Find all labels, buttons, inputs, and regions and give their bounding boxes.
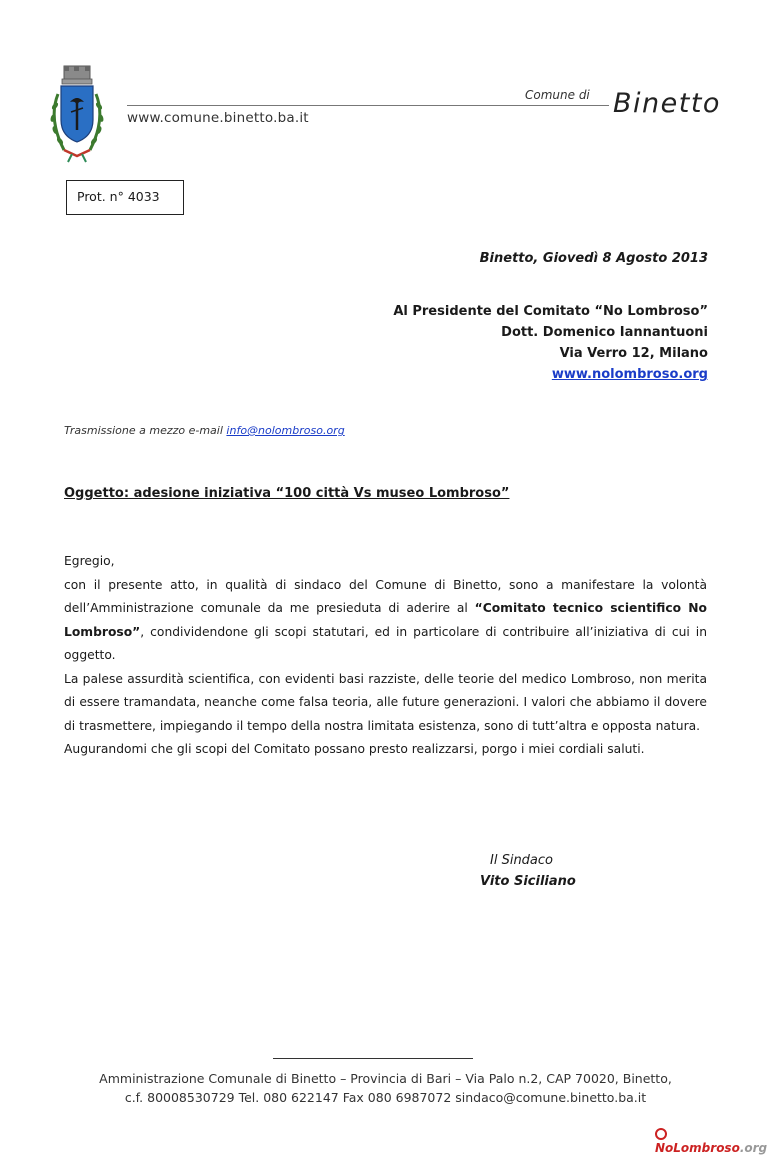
town-name: Binetto xyxy=(613,88,721,119)
transmission-note xyxy=(64,424,345,437)
greeting: Egregio, xyxy=(64,554,115,568)
watermark-main: NoLombroso xyxy=(655,1141,740,1155)
municipality-website[interactable]: www.comune.binetto.ba.it xyxy=(127,110,309,126)
watermark-suffix: .org xyxy=(739,1141,768,1155)
paragraph-2: La palese assurdità scientifica, con evidenti basi razziste, delle teorie del medico Lombroso, non merita di essere tramandata, neanche come falsa teoria, alle future generazioni. I valori che abbiamo il dovere di trasmettere, impiegando il tempo della nostra limitata esistenza, sono di tutt’altra e opposta natura. xyxy=(64,671,707,733)
transmission-prefix: Trasmissione a mezzo e-mail xyxy=(64,424,223,437)
paragraph-1-start: con il presente atto, in qualità di sindaco del Comune di Binetto, sono a manifestare la volontà dell’Amministrazione comunale da me presieduta di aderire al xyxy=(64,577,707,615)
nolombroso-watermark xyxy=(655,1127,771,1155)
footer-contacts: c.f. 80008530729 Tel. 080 622147 Fax 080 6987072 sindaco@comune.binetto.ba.it xyxy=(124,1090,647,1105)
comune-di-label: Comune di xyxy=(525,88,590,102)
recipient-line-3: Via Verro 12, Milano xyxy=(559,346,708,361)
recipient-line-2: Dott. Domenico Iannantuoni xyxy=(501,325,708,340)
paragraph-1-bold: “Comitato tecnico scientifico No Lombroso” xyxy=(64,601,707,639)
transmission-email-link[interactable]: info@nolombroso.org xyxy=(226,424,345,437)
subject-line: Oggetto: adesione iniziativa “100 città Vs museo Lombroso” xyxy=(64,486,510,501)
signature-title: Il Sindaco xyxy=(490,853,554,868)
no-sign-icon xyxy=(655,1128,667,1140)
recipient-line-1: Al Presidente del Comitato “No Lombroso” xyxy=(393,304,708,319)
coat-of-arms-icon xyxy=(44,64,110,164)
paragraph-3: Augurandomi che gli scopi del Comitato possano presto realizzarsi, porgo i miei cordiali saluti. xyxy=(64,742,645,756)
footer-address: Amministrazione Comunale di Binetto – Provincia di Bari – Via Palo n.2, CAP 70020, Binetto, xyxy=(99,1071,672,1086)
letter-body xyxy=(64,550,707,762)
footer-divider xyxy=(273,1058,473,1059)
protocol-number: Prot. n° 4033 xyxy=(77,189,160,204)
paragraph-1 xyxy=(64,574,707,668)
recipient-website-link[interactable]: www.nolombroso.org xyxy=(551,367,708,382)
signature-name: Vito Siciliano xyxy=(480,874,576,889)
date-line: Binetto, Giovedì 8 Agosto 2013 xyxy=(479,251,708,266)
paragraph-1-end: , condividendone gli scopi statutari, ed in particolare di contribuire all’iniziativa di cui in oggetto. xyxy=(64,624,707,662)
header-divider xyxy=(127,105,609,106)
